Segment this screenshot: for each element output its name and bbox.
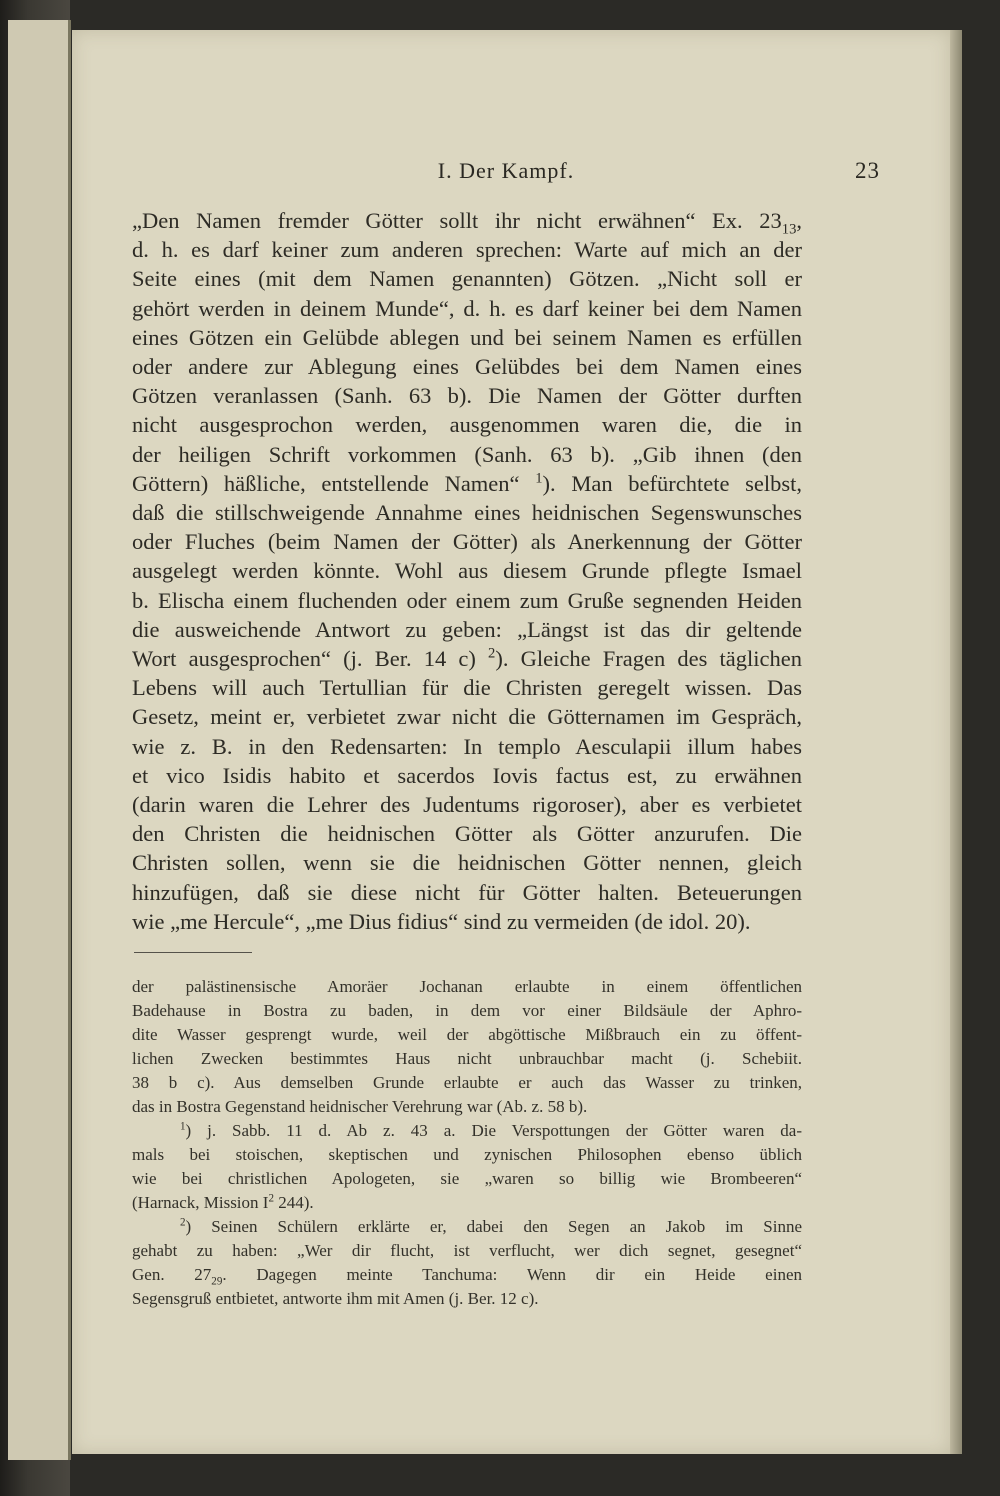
text-line: oder andere zur Ablegung eines Gelübdes bei dem Namen eines	[132, 354, 802, 380]
footnote-line: der palästinensische Amoräer Jochanan erlaubte in einem öffentlichen	[132, 977, 802, 996]
footnote-line: Badehause in Bostra zu baden, in dem vor einer Bildsäule der Aphro-	[132, 1001, 802, 1020]
running-head: I. Der Kampf.	[437, 158, 575, 183]
text-line: et vico Isidis habito et sacerdos Iovis factus est, zu erwähnen	[132, 762, 802, 788]
text-line: die ausweichende Antwort zu geben: „Längst ist das dir geltende	[132, 616, 802, 642]
facing-page-edge	[8, 20, 71, 1460]
text-line: Lebens will auch Tertullian für die Christen geregelt wissen. Das	[132, 675, 802, 701]
text-line: der heiligen Schrift vorkommen (Sanh. 63 b). „Gib ihnen (den	[132, 441, 802, 467]
footnote-line: das in Bostra Gegenstand heidnischer Verehrung war (Ab. z. 58 b).	[132, 1097, 588, 1116]
page-number: 23	[855, 158, 880, 183]
footnote-2-line: Gen. $27_{29}$. Dagegen meinte Tanchuma: Wenn dir ein Heide einen	[132, 1265, 802, 1288]
text-line: d. h. es darf keiner zum anderen sprechen: Warte auf mich an der	[132, 237, 802, 263]
text-line: hinzufügen, daß sie diese nicht für Götter halten. Beteuerungen	[132, 879, 802, 905]
footnote-ref-2: 2	[488, 645, 496, 662]
footnote-1-line: mals bei stoischen, skeptischen und zynischen Philosophen ebenso üblich	[132, 1145, 802, 1164]
text-line: daß die stillschweigende Annahme eines heidnischen Segenswunsches	[132, 500, 802, 526]
footnote-ref-1: 1	[535, 470, 543, 487]
page-header	[132, 158, 880, 188]
footnote-1-mark: 1	[180, 1120, 186, 1133]
text-line: den Christen die heidnischen Götter als Götter anzurufen. Die	[132, 821, 802, 847]
footnote-1-line: wie bei christlichen Apologeten, sie „waren so billig wie Brombeeren“	[132, 1169, 802, 1188]
text-line: Seite eines (mit dem Namen genannten) Götzen. „Nicht soll er	[132, 266, 802, 292]
text-line: nicht ausgesprochon werden, ausgenommen waren die, die in	[132, 412, 802, 438]
footnote-separator	[134, 952, 252, 953]
text-line: wie „me Hercule“, „me Dius fidius“ sind zu vermeiden (de idol. 20).	[132, 908, 751, 934]
footnote-2-mark: 2	[180, 1216, 186, 1229]
text-line: Christen sollen, wenn sie die heidnischen Götter nennen, gleich	[132, 850, 802, 876]
footnote-2-line: gehabt zu haben: „Wer dir flucht, ist verflucht, wer dich segnet, gesegnet“	[132, 1241, 802, 1260]
footnote-1-line: $^1$) j. Sabb. 11 d. Ab z. 43 a. Die Verspottungen der Götter waren da-	[180, 1120, 802, 1140]
text-line: Götzen veranlassen (Sanh. 63 b). Die Namen der Götter durften	[132, 383, 802, 409]
footnote-line: 38 b c). Aus demselben Grunde erlaubte er auch das Wasser zu trinken,	[132, 1073, 802, 1092]
text-line: Göttern) häßliche, entstellende Namen“ $^1$). Man befürchtete selbst,	[132, 470, 803, 496]
main-text	[132, 206, 802, 936]
text-line: b. Elischa einem fluchenden oder einem zum Gruße segnenden Heiden	[132, 587, 802, 613]
text-line: wie z. B. in den Redensarten: In templo Aesculapii illum habes	[132, 733, 802, 759]
text-line: „Den Namen fremder Götter sollt ihr nicht erwähnen“ Ex. $23_{13}$,	[132, 208, 802, 238]
footnote-line: dite Wasser gesprengt wurde, weil der abgöttische Mißbrauch ein zu öffent-	[132, 1025, 802, 1044]
footnote-2-line: $^2$) Seinen Schülern erklärte er, dabei den Segen an Jakob im Sinne	[180, 1216, 802, 1236]
footnotes	[132, 975, 802, 1311]
text-line: ausgelegt werden könnte. Wohl aus diesem Grunde pflegte Ismael	[132, 558, 802, 584]
text-line: Wort ausgesprochen“ (j. Ber. 14 c) $^2$). Gleiche Fragen des täglichen	[132, 645, 803, 672]
footnote-2-line: Segensgruß entbietet, antworte ihm mit Amen (j. Ber. 12 c).	[132, 1289, 539, 1308]
text-line: (darin waren die Lehrer des Judentums rigoroser), aber es verbietet	[132, 792, 802, 818]
book-page	[72, 30, 950, 1454]
footnote-1-line: (Harnack, Mission $I^2$ 244).	[132, 1192, 314, 1212]
text-line: gehört werden in deinem Munde“, d. h. es darf keiner bei dem Namen	[132, 295, 802, 321]
footnote-line: lichen Zwecken bestimmtes Haus nicht unbrauchbar macht (j. Schebiit.	[132, 1049, 802, 1068]
page-stack-edge	[950, 30, 962, 1454]
text-line: Gesetz, meint er, verbietet zwar nicht die Götternamen im Gespräch,	[132, 704, 802, 730]
text-line: oder Fluches (beim Namen der Götter) als Anerkennung der Götter	[132, 529, 802, 555]
text-line: eines Götzen ein Gelübde ablegen und bei seinem Namen es erfüllen	[132, 324, 802, 350]
